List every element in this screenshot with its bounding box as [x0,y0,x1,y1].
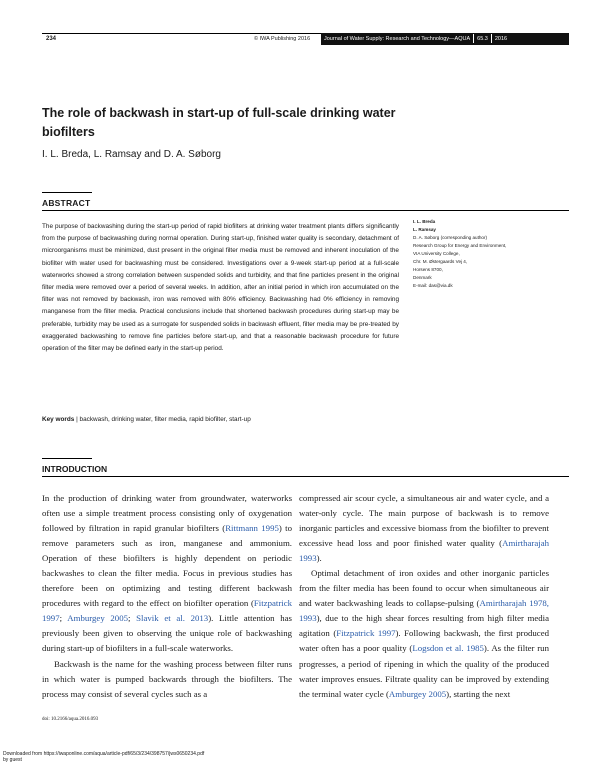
affiliation-line: E-mail: das@via.dk [413,283,453,288]
article-title: The role of backwash in start-up of full-scale drinking water biofilters [42,106,396,139]
text: In the production of drinking water from groundwater, waterworks often use a simple treatment process consisting only of oxygenation followed by filtration in rapid granular biofilters ( [42,493,292,534]
doi-label: doi: 10.2166/aqua.2016.093 [42,717,99,722]
text: ). As the filter run progresses, a period of ripening in which the quality of the produced water improves ensues. Filtrate quality can be improved by extending the terminal water cycle ( [299,643,549,699]
text: ). [316,553,322,564]
text: ) to remove parameters such as iron, manganese and ammonium. Operation of these biofilters is highly dependent on periodic backwashes to clean the filter media. Focus in previous studies has therefore been on optimizing and testing different backwash procedures with regard to the effect on biofilter operation ( [42,523,292,609]
text: ), due to the high shear forces resulting from high filter media agitation ( [299,613,549,639]
journal-name: Journal of Water Supply: Research and Technology—AQUA [324,36,471,42]
affiliation-line: D. A. Søborg (corresponding author) [413,235,488,240]
body-column-left [42,491,292,702]
intro-divider [42,476,569,477]
intro-rule [42,458,92,459]
affiliation-line: VIA University College, [413,251,460,256]
affiliation-line: Horsens 8700, [413,267,443,272]
paragraph: Backwash is the name for the washing process between filter runs in which water is pumped backwards through the biofilters. The process may consist of several cycles such as a [42,658,292,699]
abstract-heading: ABSTRACT [42,198,91,208]
text: ; [59,613,68,624]
download-url: Downloaded from https://iwaponline.com/aqua/article-pdf/65/3/234/398757/jws0650234.pdf [3,751,205,757]
publisher-label: © IWA Publishing 2016 [254,36,311,42]
citation-link[interactable]: Slavik et al. 2013 [136,613,209,624]
keywords: Key words | backwash, drinking water, filter media, rapid biofilter, start-up [42,416,251,423]
citation-link[interactable]: Fitzpatrick 1997 [336,628,396,639]
affiliation-block [413,218,573,290]
page-number: 234 [46,36,57,42]
text: ), starting the next [446,688,511,699]
paragraph [299,566,549,701]
citation-link[interactable]: Fitzpatrick 1997 [42,598,292,624]
abstract-divider [42,210,569,211]
abstract-rule [42,192,92,193]
text: ; [128,613,137,624]
citation-link[interactable]: Amirtharajah 1993 [299,538,549,564]
affiliation-line: Denmark [413,275,432,280]
text: ). Following backwash, the first produced water often has a poor quality ( [299,628,550,654]
download-by: by guest [3,757,22,763]
journal-year: 2016 [494,36,508,42]
affiliation-line: I. L. Breda [413,219,436,224]
text: ). Little attention has previously been given to observing the unique role of backwashing during start-up of biofilters in a full-scale waterworks. [42,613,292,654]
body-column-right [299,491,549,702]
citation-link[interactable]: Rittmann 1995 [225,523,279,534]
keywords-list: backwash, drinking water, filter media, rapid biofilter, start-up [79,416,251,423]
affiliation-line: L. Ramsay [413,227,436,232]
abstract-text: The purpose of backwashing during the start-up period of rapid biofilters at drinking water treatment plants differs significantly from the purpose of backwashing during normal operation. During start-up, finished water quality is secondary, detachment of microorganisms must be minimized, dust present in the original filter media must be removed and inherent inoculation of the biofilter with water used for backwashing must be considered. Investigations over a 9-week start-up period at a full-scale waterworks showed a strong correlation between suspended solids and turbidity, and that fine particles present in the original filter media were removed over a period of several weeks. In addition, after an initial period in which iron accumulated on the filter was not removed by backwash, iron was removed with 80% efficiency. Backwashing had 0% efficiency in removing manganese from the filter media. Practical conclusions include that shortened backwash procedures during start-up may be preferable, turbidity may be used as a surrogate for suspended solids in backwash effluent, filter media may be pre-treated by exaggerated backwashing to remove fine particles before start-up, and that a reasonable backwash procedure for future operation of the filter may be defined early in the start-up period. [42,223,399,353]
citation-link[interactable]: Amirtharajah 1978, 1993 [299,598,549,624]
citation-link[interactable]: Amburgey 2005 [67,613,129,624]
affiliation-line: Chr. M. Østergaards Vej 4, [413,259,468,264]
keywords-label: Key words [42,416,75,423]
article-authors: I. L. Breda, L. Ramsay and D. A. Søborg [42,149,221,160]
introduction-heading: INTRODUCTION [42,464,108,474]
text: compressed air scour cycle, a simultaneous air and water cycle, and a water-only cycle. The main purpose of backwash is to remove inorganic particles and excessive biomass from the biofilter to prevent excessive head loss and poor finished water quality ( [299,493,549,549]
citation-link[interactable]: Logsdon et al. 1985 [412,643,484,654]
journal-volume: 65.3 [477,36,488,42]
citation-link[interactable]: Amburgey 2005 [388,688,447,699]
download-note [3,751,204,763]
text: Optimal detachment of iron oxides and other inorganic particles from the filter media has been found to occur when simultaneous air and water backwashing leads to collapse-pulsing ( [299,568,549,609]
paragraph [42,491,292,657]
affiliation-line: Research Group for Energy and Environment, [413,243,507,248]
paragraph [299,491,549,566]
journal-banner [321,33,569,45]
